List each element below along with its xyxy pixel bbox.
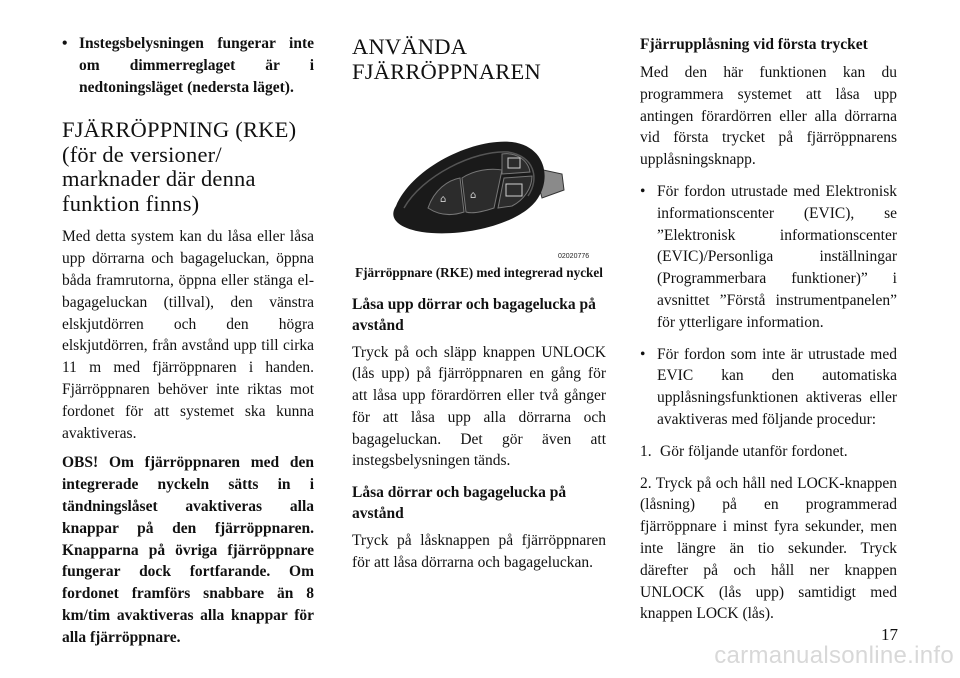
svg-text:⌂: ⌂: [470, 190, 477, 201]
svg-text:⌂: ⌂: [440, 194, 447, 205]
section-heading-rke: FJÄRRÖPPNING (RKE) (för de versioner/ marknader där denna funktion finns): [62, 117, 297, 216]
note-paragraph: [62, 452, 314, 648]
bullet-dot-icon: •: [62, 35, 68, 52]
page-number: 17: [881, 625, 898, 644]
bullet-evic: [640, 181, 897, 334]
note-label: OBS!: [62, 454, 99, 472]
step-2: 2. Tryck på och håll ned LOCK-knappen (låsning) på en programmerad fjärröppnare i minst fyra sekunder, men inte längre än tio sekunder. Tryck därefter på och håll ner knappen UNLOCK (lås upp) samtidigt med knappen LOCK (lås).: [640, 474, 897, 623]
step-1-text: Gör följande utanför fordonet.: [660, 442, 848, 460]
column-left: [62, 0, 314, 649]
unlock-paragraph: Tryck på och släpp knappen UNLOCK (lås upp) på fjärröppnaren en gång för att låsa upp förardörren eller två gånger för att låsa upp alla dörrarna och bagageluckan. Det gör även att instegsbelysningen tänds.: [352, 343, 606, 470]
subheading-first-press: Fjärrupplåsning vid första trycket: [640, 36, 868, 53]
lock-paragraph: Tryck på låsknappen på fjärröppnaren för att låsa dörrarna och bagageluckan.: [352, 532, 606, 572]
bullet-no-evic-text: För fordon som inte är utrustade med EVIC kan den automatiska upplåsningsfunktionen aktiveras eller avaktiveras med följande procedur:: [657, 345, 897, 428]
bullet-no-evic: [640, 344, 897, 431]
step-1-number: 1.: [640, 442, 652, 460]
section-heading-anvanda: ANVÄNDA FJÄRRÖPPNAREN: [352, 34, 541, 84]
figure-caption: Fjärröppnare (RKE) med integrerad nyckel: [355, 265, 603, 280]
subheading-lock: Låsa dörrar och bagagelucka på avstånd: [352, 484, 567, 523]
key-fob-figure: [352, 128, 606, 268]
key-fob-icon: [352, 128, 606, 268]
figure-code: 02020776: [558, 253, 590, 260]
watermark: carmanualsonline.info: [714, 642, 954, 669]
column-middle: [352, 0, 606, 574]
subheading-unlock: Låsa upp dörrar och bagagelucka på avstånd: [352, 295, 596, 334]
bullet-dot-icon: •: [640, 182, 646, 200]
bullet-dot-icon: •: [640, 345, 646, 363]
column-right: [640, 0, 897, 625]
bullet-text: Instegsbelysningen fungerar inte om dimmerreglaget är i nedtoningsläget (nedersta läget).: [79, 35, 314, 96]
step-1: [640, 441, 897, 463]
note-text: Om fjärröppnaren med den integrerade nyckeln sätts in i tändningslåset avaktiveras alla knappar på den fjärröppnaren. Knapparna på övriga fjärröppnare fungerar dock fortfarande. Om fordonet framförs snabbare än 8 km/tim avaktiveras alla knappar för alla fjärröppnare.: [62, 454, 315, 646]
bullet-evic-text: För fordon utrustade med Elektronisk informationscenter (EVIC), se ”Elektronisk informationscenter (EVIC)/Personliga inställningar (Programmerbara funktioner)” i avsnittet ”Förstå instrumentpanelen” för ytterligare information.: [657, 182, 897, 331]
first-press-paragraph: Med den här funktionen kan du programmera systemet att låsa upp antingen förardörren eller alla dörrarna vid första trycket på fjärröppnarens upplåsningsknapp.: [640, 64, 897, 169]
bullet-instegsbelysning: [62, 33, 314, 98]
rke-description: Med detta system kan du låsa eller låsa upp dörrarna och bagageluckan, öppna båda framrutorna, öppna eller stänga el-bagageluckan (tillval), den vänstra elskjutdörren och den högra elskjutdörren, från avstånd upp till cirka 11 m med fjärröppnaren i handen. Fjärröppnaren behöver inte riktas mot fordonet för att systemet ska kunna avaktiveras.: [62, 228, 314, 442]
